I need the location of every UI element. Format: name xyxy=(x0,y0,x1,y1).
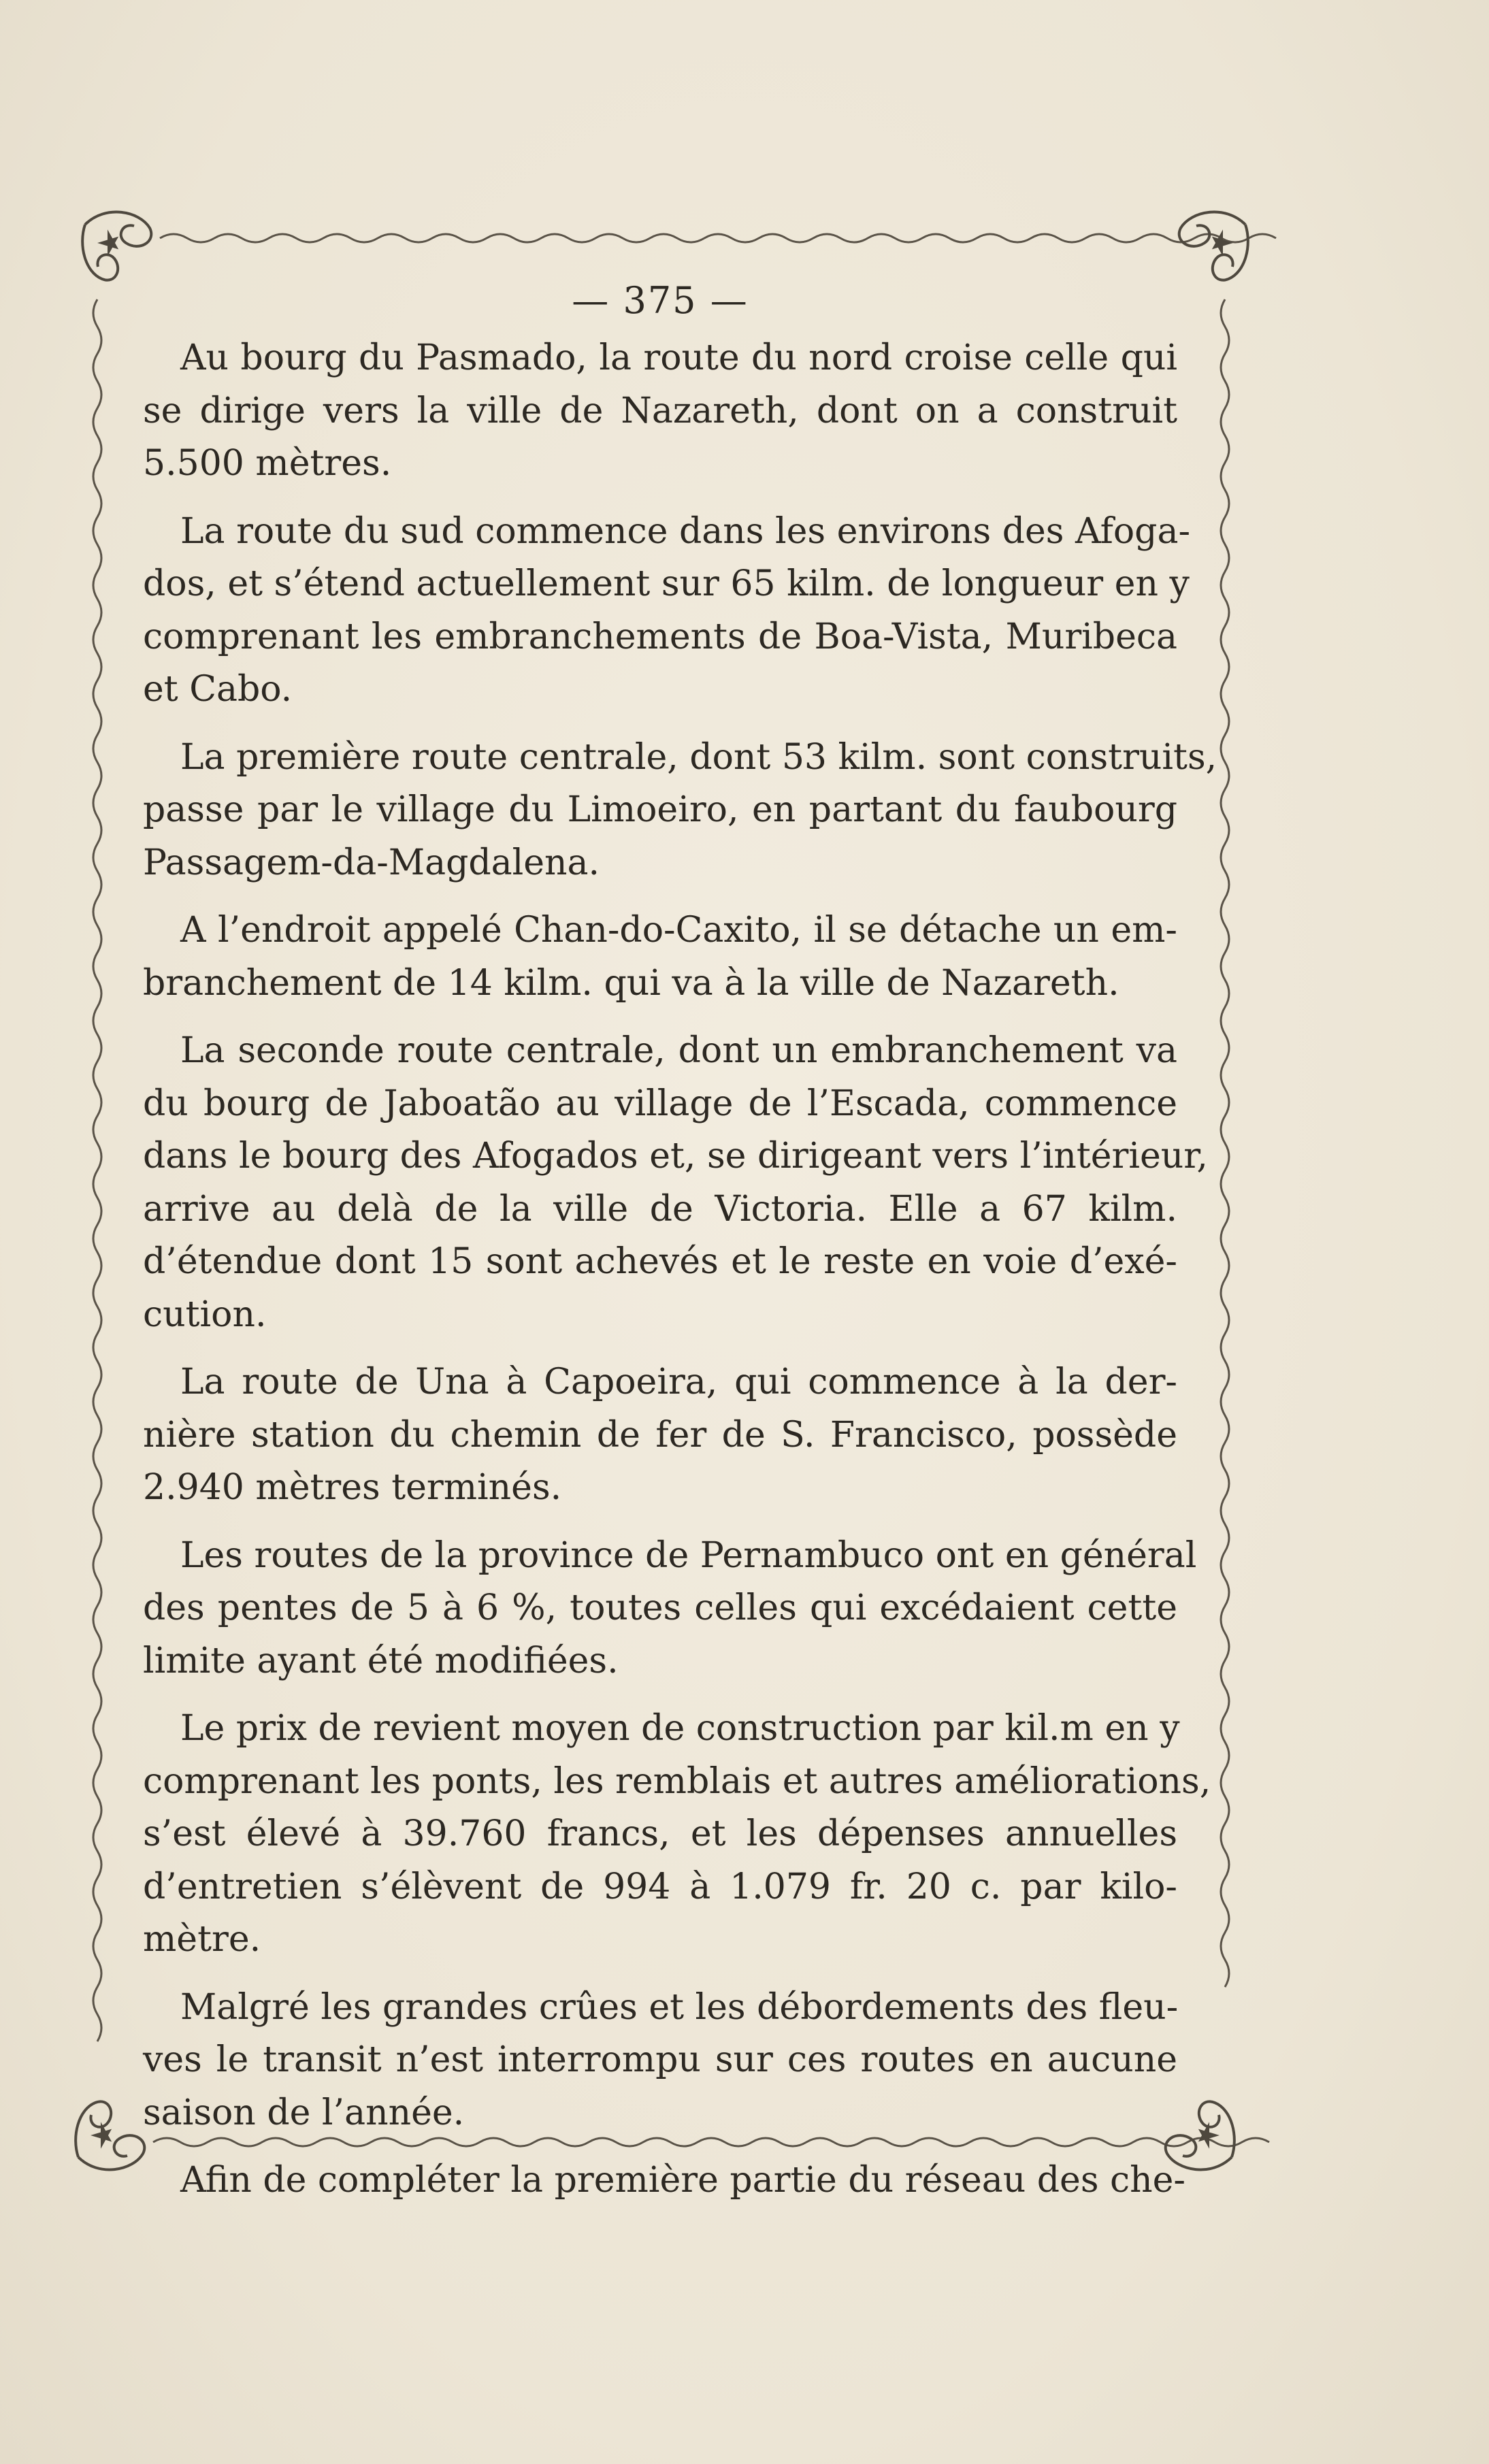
text-line: dos, et s’étend actuellement sur 65 kilm. de longueur en y xyxy=(143,563,1190,604)
right-border-wave xyxy=(1221,299,1229,1987)
text-line: La seconde route centrale, dont un embranchement va xyxy=(180,1030,1177,1071)
paragraph-gap xyxy=(143,2139,1177,2154)
paragraph xyxy=(143,732,1217,890)
text-line: La route du sud commence dans les environs des Afoga- xyxy=(180,510,1191,552)
text-line: Les routes de la province de Pernambuco ont en général xyxy=(180,1534,1197,1576)
paragraph xyxy=(143,2154,1185,2207)
text-line: branchement de 14 kilm. qui va à la ville de Nazareth. xyxy=(143,962,1119,1004)
corner-ornament-top-right xyxy=(1179,212,1248,280)
text-line: dans le bourg des Afogados et, se dirigeant vers l’intérieur, xyxy=(143,1136,1208,1177)
paragraph xyxy=(143,506,1191,717)
left-border-wave xyxy=(93,299,101,2041)
text-line: ves le transit n’est interrompu sur ces routes en aucune xyxy=(143,2039,1177,2080)
paragraph-gap xyxy=(143,1515,1177,1530)
paragraph-gap xyxy=(143,1688,1177,1703)
paragraph xyxy=(143,332,1177,491)
text-line: limite ayant été modifiées. xyxy=(143,1640,619,1681)
paragraph xyxy=(143,904,1177,1010)
text-line: Passagem-da-Magdalena. xyxy=(143,842,600,883)
paragraph-list xyxy=(143,332,1217,2207)
text-line: La route de Una à Capoeira, qui commence à la der- xyxy=(180,1362,1177,1402)
text-line: arrive au delà de la ville de Victoria. Elle a 67 kilm. xyxy=(143,1188,1177,1230)
text-line: s’est élevé à 39.760 francs, et les dépenses annuelles xyxy=(143,1813,1177,1854)
paragraph-gap xyxy=(143,1967,1177,1982)
paragraph-gap xyxy=(143,1341,1177,1356)
text-line: saison de l’année. xyxy=(143,2092,465,2133)
text-line: cution. xyxy=(143,1294,267,1335)
text-line: se dirige vers la ville de Nazareth, dont on a construit xyxy=(143,390,1177,431)
text-line: Afin de compléter la première partie du réseau des che- xyxy=(180,2160,1185,2201)
text-line: d’étendue dont 15 sont achevés et le reste en voie d’exé- xyxy=(143,1241,1177,1282)
text-line: A l’endroit appelé Chan-do-Caxito, il se détache un em- xyxy=(180,910,1177,951)
paragraph xyxy=(143,1703,1211,1967)
top-border-wave xyxy=(160,234,1276,242)
paragraph xyxy=(143,1025,1208,1341)
text-line: 5.500 mètres. xyxy=(143,443,392,484)
page-text-block xyxy=(143,279,1217,2207)
paragraph-gap xyxy=(143,1010,1177,1025)
paragraph xyxy=(143,1982,1177,2140)
text-line: et Cabo. xyxy=(143,669,293,710)
corner-ornament-bottom-left xyxy=(76,2101,144,2169)
text-line: Au bourg du Pasmado, la route du nord croise celle qui xyxy=(180,338,1177,378)
paragraph-gap xyxy=(143,717,1177,732)
page-number: — 375 — xyxy=(572,279,749,322)
text-line: La première route centrale, dont 53 kilm. sont construits, xyxy=(180,736,1217,778)
paragraph-gap xyxy=(143,889,1177,904)
paragraph-gap xyxy=(143,491,1177,506)
text-line: du bourg de Jaboatão au village de l’Escada, commence xyxy=(143,1083,1177,1124)
corner-ornament-top-left xyxy=(82,212,151,280)
text-line: des pentes de 5 à 6 %, toutes celles qui excédaient cette xyxy=(143,1588,1177,1628)
text-line: mètre. xyxy=(143,1919,261,1960)
text-line: nière station du chemin de fer de S. Francisco, possède xyxy=(143,1414,1177,1456)
text-line: comprenant les embranchements de Boa-Vista, Muribeca xyxy=(143,616,1177,657)
text-line: Le prix de revient moyen de construction par kil.m en y xyxy=(180,1708,1180,1749)
text-line: Malgré les grandes crûes et les débordements des fleu- xyxy=(180,1986,1179,2028)
text-line: passe par le village du Limoeiro, en partant du faubourg xyxy=(143,789,1177,830)
text-line: 2.940 mètres terminés. xyxy=(143,1467,562,1508)
text-line: comprenant les ponts, les remblais et autres améliorations, xyxy=(143,1760,1211,1802)
paragraph xyxy=(143,1530,1197,1688)
text-line: d’entretien s’élèvent de 994 à 1.079 fr. 20 c. par kilo- xyxy=(143,1866,1177,1907)
paragraph xyxy=(143,1356,1177,1515)
